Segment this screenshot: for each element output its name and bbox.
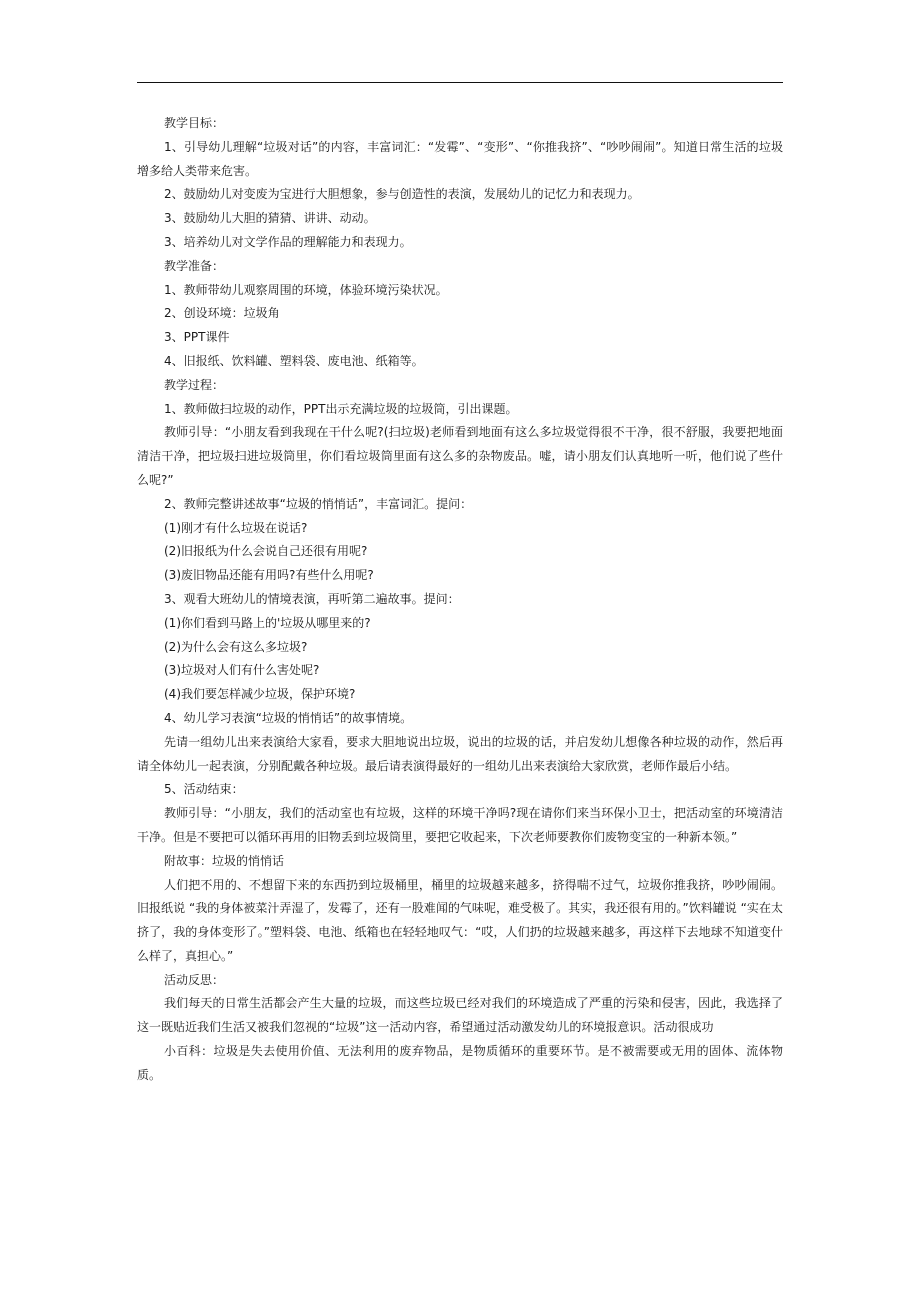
preparation-item: 3、PPT课件	[164, 330, 230, 345]
goal-item: 1、引导幼儿理解“垃圾对话”的内容，丰富词汇：“发霉”、“变形”、“你推我挤”、“吵吵闹闹”。知道日常生活的垃圾增多给人类带来危害。	[137, 139, 783, 178]
heading-teaching-goals: 教学目标：	[164, 116, 225, 130]
heading-teaching-process: 教学过程：	[164, 377, 225, 392]
reflection-paragraph: 我们每天的日常生活都会产生大量的垃圾，而这些垃圾已经对我们的环境造成了严重的污染和侵害，因此，我选择了这一既贴近我们生活又被我们忽视的“垃圾”这一活动内容，希望通过活动激发幼儿的环境报意识。活动很成功	[137, 996, 783, 1035]
process-step: 3、观看大班幼儿的情境表演，再听第二遍故事。提问：	[164, 591, 460, 606]
question-item: (4)我们要怎样减少垃圾，保护环境?	[164, 687, 356, 702]
heading-story: 附故事：垃圾的悄悄话	[164, 853, 285, 868]
heading-reflection: 活动反思：	[164, 972, 225, 987]
process-paragraph: 先请一组幼儿出来表演给大家看，要求大胆地说出垃圾，说出的垃圾的话，并启发幼儿想像各种垃圾的动作，然后再请全体幼儿一起表演，分别配戴各种垃圾。最后请表演得最好的一组幼儿出来表演给大家欣赏，老师作最后小结。	[137, 734, 783, 773]
process-paragraph: 教师引导：“小朋友，我们的活动室也有垃圾，这样的环境干净吗?现在请你们来当环保小卫士，把活动室的环境清洁干净。但是不要把可以循环再用的旧物丢到垃圾筒里，要把它收起来，下次老师要教你们废物变宝的一种新本领。”	[137, 806, 783, 844]
question-item: (2)旧报纸为什么会说自己还很有用呢?	[164, 544, 368, 559]
process-step: 4、幼儿学习表演“垃圾的悄悄话”的故事情境。	[164, 710, 413, 725]
question-item: (1)刚才有什么垃圾在说话?	[164, 520, 308, 535]
process-paragraph: 教师引导：“小朋友看到我现在干什么呢?(扫垃圾)老师看到地面有这么多垃圾觉得很不干净，很不舒服，我要把地面清洁干净，把垃圾扫进垃圾筒里，你们看垃圾筒里面有这么多的杂物废品。嘘，请小朋友们认真地听一听，他们说了些什么呢?”	[137, 425, 783, 487]
preparation-item: 1、教师带幼儿观察周围的环境，体验环境污染状况。	[164, 282, 448, 297]
preparation-item: 4、旧报纸、饮料罐、塑料袋、废电池、纸箱等。	[164, 353, 424, 368]
process-step: 5、活动结束：	[164, 782, 244, 797]
process-step: 1、教师做扫垃圾的动作，PPT出示充满垃圾的垃圾筒，引出课题。	[164, 401, 518, 416]
heading-teaching-preparation: 教学准备：	[164, 258, 225, 273]
encyclopedia-paragraph: 小百科：垃圾是失去使用价值、无法利用的废弃物品，是物质循环的重要环节。是不被需要或无用的固体、流体物质。	[137, 1044, 783, 1082]
question-item: (3)垃圾对人们有什么害处呢?	[164, 663, 320, 678]
story-paragraph: 人们把不用的、不想留下来的东西扔到垃圾桶里，桶里的垃圾越来越多，挤得喘不过气，垃圾你推我挤，吵吵闹闹。旧报纸说 “我的身体被菜汁弄湿了，发霉了，还有一股难闻的气味呢，难受极了。其实，我还很有用的。”饮料罐说 “实在太挤了，我的身体变形了。”塑料袋、电池、纸箱也在轻轻地叹气：“哎，人们扔的垃圾越来越多，再这样下去地球不知道变什么样了，真担心。”	[137, 877, 783, 963]
header-rule	[137, 82, 783, 83]
process-step: 2、教师完整讲述故事“垃圾的悄悄话”，丰富词汇。提问：	[164, 496, 473, 511]
question-item: (3)废旧物品还能有用吗?有些什么用呢?	[164, 568, 374, 583]
preparation-item: 2、创设环境：垃圾角	[164, 306, 280, 321]
question-item: (2)为什么会有这么多垃圾?	[164, 639, 308, 654]
question-item: (1)你们看到马路上的'垃圾从哪里来的?	[164, 615, 371, 630]
goal-item: 2、鼓励幼儿对变废为宝进行大胆想象，参与创造性的表演，发展幼儿的记忆力和表现力。	[164, 187, 640, 202]
goal-item: 3、培养幼儿对文学作品的理解能力和表现力。	[164, 234, 412, 249]
goal-item: 3、鼓励幼儿大胆的猜猜、讲讲、动动。	[164, 211, 376, 226]
document-body	[137, 112, 783, 1088]
